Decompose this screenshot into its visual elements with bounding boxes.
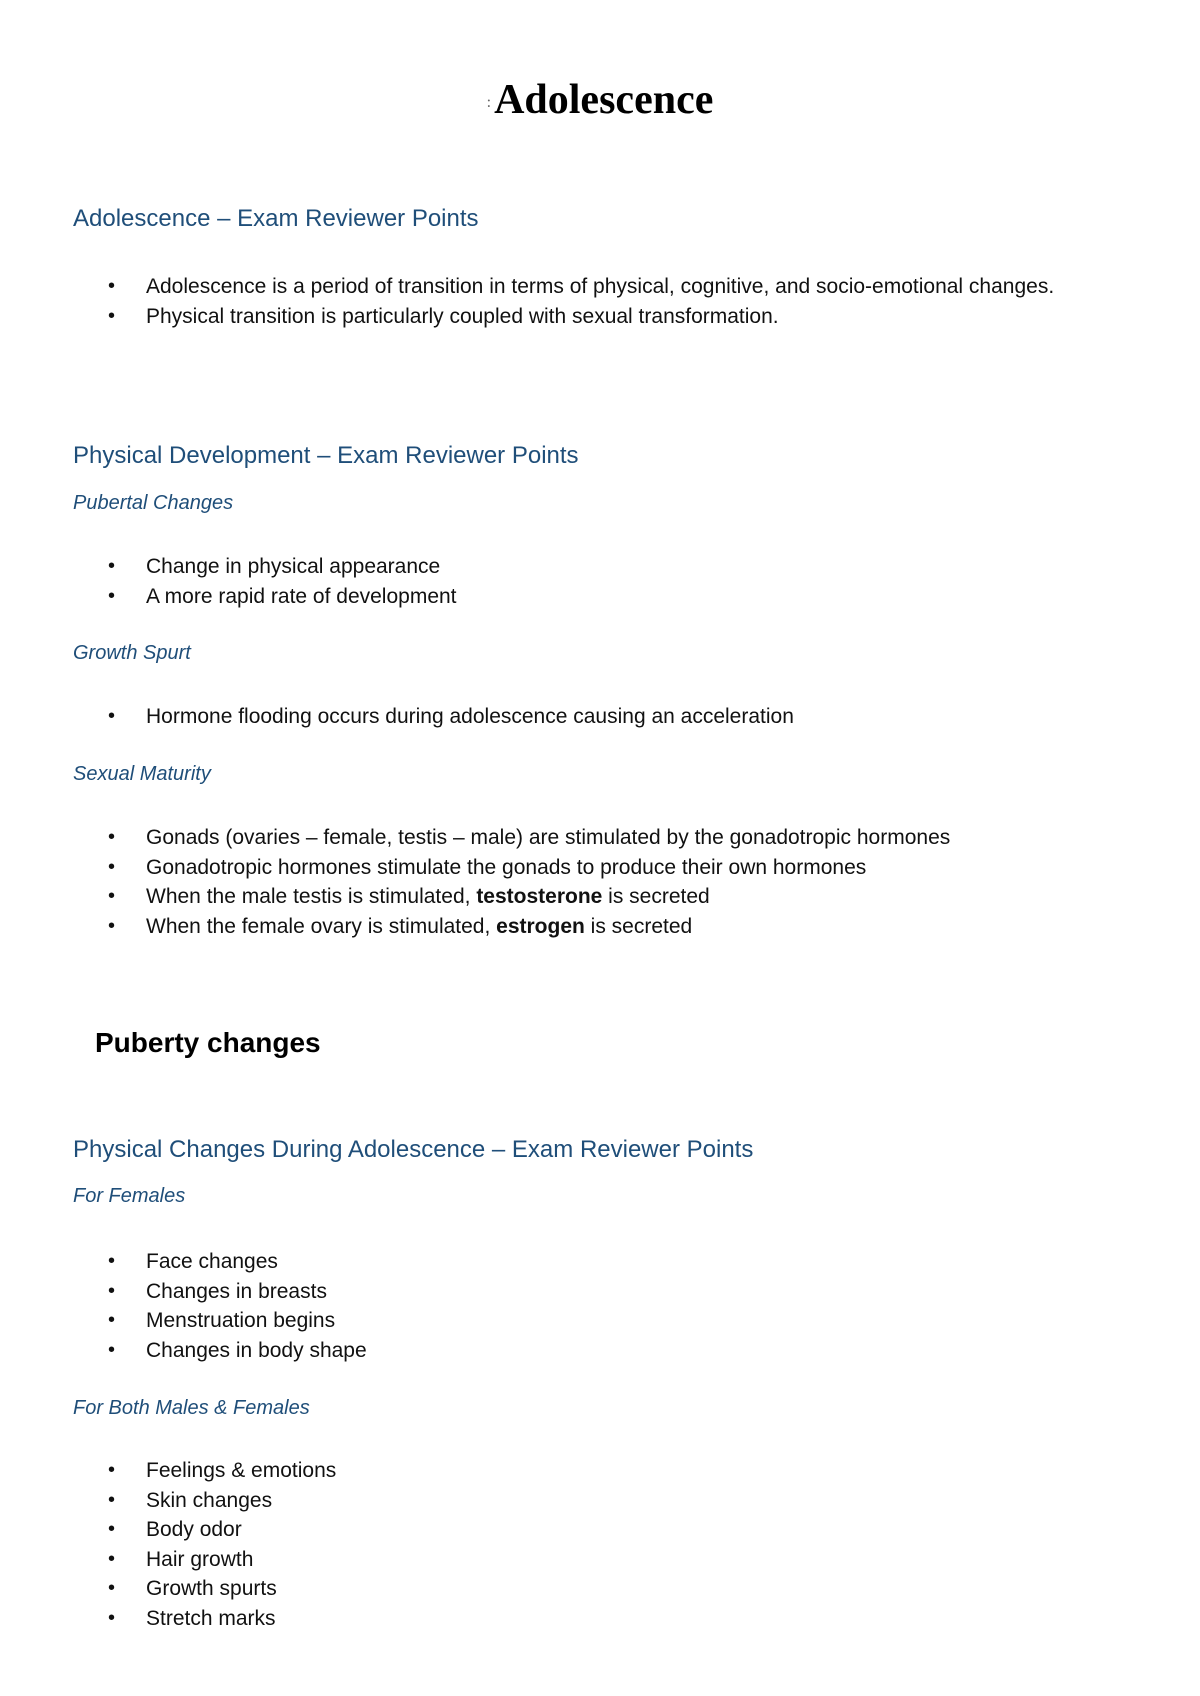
list-item: • A more rapid rate of development [0,582,1120,612]
list-item: • Changes in body shape [0,1336,1120,1366]
item-text: is secreted [602,885,710,908]
subheading-growth-spurt: Growth Spurt [73,642,191,664]
list-item: • Adolescence is a period of transition in terms of physical, cognitive, and socio-emotional changes. [0,272,1120,302]
document-title [0,74,1200,129]
section-heading-physical-changes: Physical Changes During Adolescence – Exam Reviewer Points [73,1136,754,1163]
subheading-for-both: For Both Males & Females [73,1397,310,1419]
list-item: • Feelings & emotions [0,1456,1120,1486]
document-title-text: Adolescence [494,77,714,123]
list-item: • Gonads (ovaries – female, testis – male) are stimulated by the gonadotropic hormones [0,823,1120,853]
subheading-sexual-maturity: Sexual Maturity [73,763,211,785]
list-item: • Face changes [0,1247,1120,1277]
section-heading-adolescence: Adolescence – Exam Reviewer Points [73,205,479,232]
list-item: • Change in physical appearance [0,552,1120,582]
list-item: • Changes in breasts [0,1277,1120,1307]
bold-term-testosterone: testosterone [476,885,603,908]
item-text: When the male testis is stimulated, [146,885,477,908]
growth-spurt-list [0,702,1120,732]
list-item: • Menstruation begins [0,1306,1120,1336]
title-mark: : [486,94,492,112]
list-item [0,912,1120,942]
subheading-for-females: For Females [73,1185,186,1207]
list-item: • Growth spurts [0,1574,1120,1604]
list-item: • Body odor [0,1515,1120,1545]
list-item: • Physical transition is particularly coupled with sexual transformation. [0,302,1120,332]
bold-term-estrogen: estrogen [496,914,585,938]
section-heading-physical-development: Physical Development – Exam Reviewer Points [73,442,579,469]
puberty-changes-heading: Puberty changes [95,1027,321,1058]
both-list [0,1456,1120,1633]
subheading-pubertal-changes: Pubertal Changes [73,492,234,514]
females-list [0,1247,1120,1365]
list-item [0,882,1120,912]
sexual-maturity-list [0,823,1120,941]
item-text: When the female ovary is stimulated, [146,914,497,938]
list-item: • Stretch marks [0,1604,1120,1634]
pubertal-changes-list [0,552,1120,611]
list-item: • Hormone flooding occurs during adolescence causing an acceleration [0,702,1120,732]
item-text: is secreted [584,914,693,938]
list-item: • Skin changes [0,1486,1120,1516]
adolescence-list [0,272,1120,331]
list-item: • Hair growth [0,1545,1120,1575]
list-item: • Gonadotropic hormones stimulate the gonads to produce their own hormones [0,853,1120,883]
